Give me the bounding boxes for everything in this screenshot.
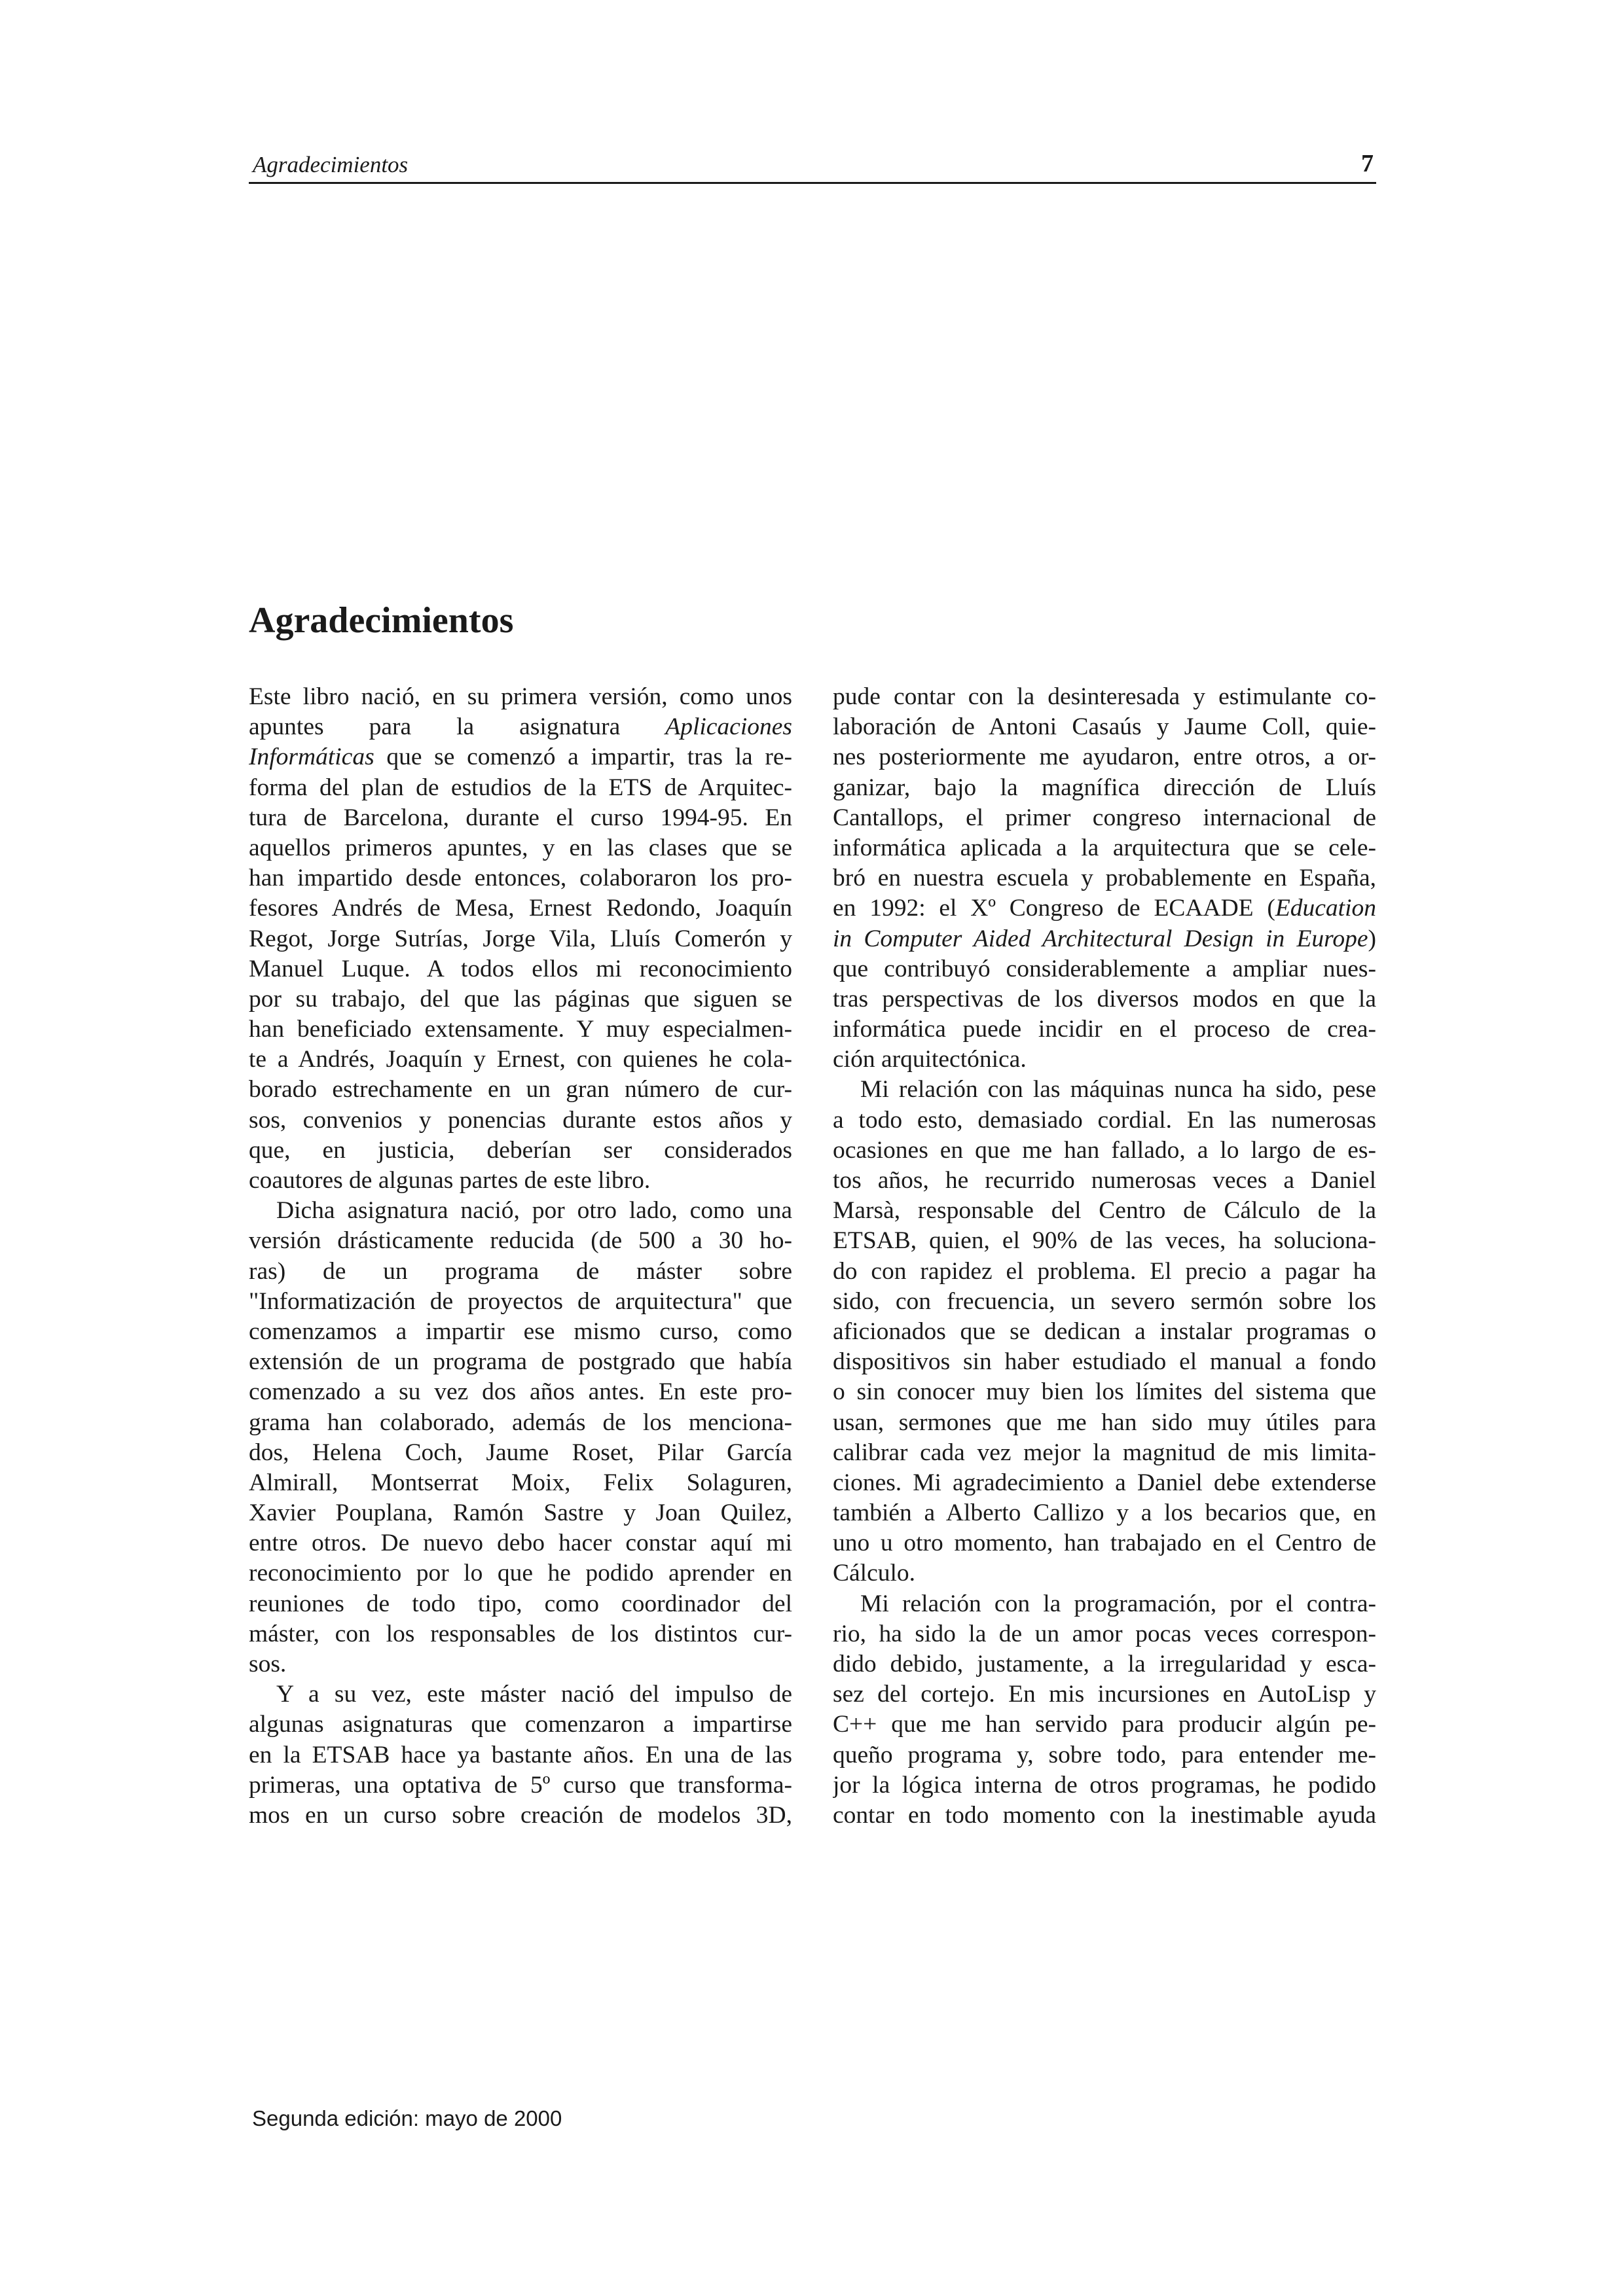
text-line xyxy=(833,1347,1376,1377)
text-line xyxy=(833,1075,1376,1105)
text-line xyxy=(833,742,1376,772)
text-line xyxy=(249,1740,792,1770)
text-line xyxy=(833,924,1376,954)
text-line xyxy=(833,1679,1376,1710)
text-line xyxy=(249,1226,792,1256)
text-line xyxy=(249,833,792,863)
text-line xyxy=(249,1801,792,1831)
text-segment: ocasiones en que me han fallado, a lo largo de es- xyxy=(833,1136,1376,1164)
edition-note: Segunda edición: mayo de 2000 xyxy=(252,2106,562,2130)
text-segment: que contribuyó considerablemente a ampliar nues- xyxy=(833,955,1376,982)
text-segment: dido debido, justamente, a la irregularidad y esca- xyxy=(833,1651,1376,1677)
text-line xyxy=(249,1619,792,1649)
text-line xyxy=(249,742,792,772)
text-segment: Manuel Luque. A todos ellos mi reconocimiento xyxy=(249,955,792,982)
text-line xyxy=(249,1498,792,1528)
text-segment: uno u otro momento, han trabajado en el Centro de xyxy=(833,1530,1376,1557)
text-segment: reconocimiento por lo que he podido aprender en xyxy=(249,1560,792,1587)
text-segment: Regot, Jorge Sutrías, Jorge Vila, Lluís Comerón y xyxy=(249,925,792,952)
text-segment: sez del cortejo. En mis incursiones en AutoLisp y xyxy=(833,1681,1376,1708)
text-segment: laboración de Antoni Casaús y Jaume Coll, quie- xyxy=(833,713,1376,741)
text-segment: entre otros. De nuevo debo hacer constar aquí mi xyxy=(249,1530,792,1557)
text-line xyxy=(833,1136,1376,1166)
text-line xyxy=(833,1196,1376,1226)
text-segment: Marsà, responsable del Centro de Cálculo de la xyxy=(833,1197,1376,1225)
text-line xyxy=(249,682,792,712)
text-segment: C++ que me han servido para producir algún pe- xyxy=(833,1711,1376,1738)
text-segment: máster, con los responsables de los distintos cur- xyxy=(249,1620,792,1647)
text-line xyxy=(249,1679,792,1710)
text-line xyxy=(833,1438,1376,1468)
text-line xyxy=(833,1468,1376,1498)
text-segment: a todo esto, demasiado cordial. En las numerosas xyxy=(833,1106,1376,1134)
text-line xyxy=(249,1408,792,1438)
text-line xyxy=(249,924,792,954)
text-segment: usan, sermones que me han sido muy útiles para xyxy=(833,1408,1376,1436)
text-segment: forma del plan de estudios de la ETS de Arquitec- xyxy=(249,774,792,801)
text-segment: sido, con frecuencia, un severo sermón sobre los xyxy=(833,1287,1376,1315)
text-segment: nes posteriormente me ayudaron, entre otros, a or- xyxy=(833,744,1376,771)
text-segment: en 1992: el Xº Congreso de ECAADE ( xyxy=(833,895,1275,922)
text-line xyxy=(833,893,1376,924)
text-segment: tras perspectivas de los diversos modos en que la xyxy=(833,985,1376,1013)
text-segment: tos años, he recurrido numerosas veces a Daniel xyxy=(833,1167,1376,1194)
text-segment: coautores de algunas partes de este libro. xyxy=(249,1167,651,1194)
text-line xyxy=(249,1317,792,1347)
page-number: 7 xyxy=(1361,150,1374,177)
text-segment: pude contar con la desinteresada y estimulante co- xyxy=(833,683,1376,710)
text-segment: sos. xyxy=(249,1651,287,1677)
text-segment: han beneficiado extensamente. Y muy especialmen- xyxy=(249,1016,792,1043)
text-segment: dos, Helena Coch, Jaume Roset, Pilar García xyxy=(249,1439,792,1466)
text-segment: te a Andrés, Joaquín y Ernest, con quienes he cola- xyxy=(249,1046,792,1073)
text-segment: algunas asignaturas que comenzaron a impartirse xyxy=(249,1711,792,1738)
text-line xyxy=(249,1438,792,1468)
text-line xyxy=(833,1589,1376,1619)
text-segment: ras) de un programa de máster sobre xyxy=(249,1257,792,1285)
italic-text-segment: in Computer Aided Architectural Design in Europe xyxy=(833,925,1368,952)
italic-text-segment: Informáticas xyxy=(249,744,374,771)
text-segment: dispositivos sin haber estudiado el manual a fondo xyxy=(833,1348,1376,1376)
text-segment: do con rapidez el problema. El precio a pagar ha xyxy=(833,1257,1376,1285)
text-line xyxy=(833,1408,1376,1438)
text-line xyxy=(249,1377,792,1407)
text-segment: versión drásticamente reducida (de 500 a 30 ho- xyxy=(249,1227,792,1255)
text-line xyxy=(833,1105,1376,1136)
text-line xyxy=(249,1075,792,1105)
text-line xyxy=(833,1377,1376,1407)
text-segment: primeras, una optativa de 5º curso que transforma- xyxy=(249,1771,792,1799)
text-segment: jor la lógica interna de otros programas, he podido xyxy=(833,1771,1376,1799)
text-segment: ETSAB, quien, el 90% de las veces, ha soluciona- xyxy=(833,1227,1376,1255)
text-line xyxy=(249,1287,792,1317)
text-segment: reuniones de todo tipo, como coordinador del xyxy=(249,1590,792,1617)
text-segment: Mi relación con la programación, por el contra- xyxy=(860,1590,1376,1617)
text-line xyxy=(249,863,792,893)
text-line xyxy=(249,1045,792,1075)
text-segment: aquellos primeros apuntes, y en las clases que se xyxy=(249,834,792,861)
text-segment: o sin conocer muy bien los límites del sistema que xyxy=(833,1378,1376,1406)
right-text-column xyxy=(833,682,1376,1831)
text-line xyxy=(249,1257,792,1287)
text-line xyxy=(833,773,1376,803)
text-segment: calibrar cada vez mejor la magnitud de mis limita- xyxy=(833,1439,1376,1466)
text-segment: Mi relación con las máquinas nunca ha sido, pese xyxy=(860,1076,1376,1103)
text-line xyxy=(833,1317,1376,1347)
text-segment: bró en nuestra escuela y probablemente en España, xyxy=(833,865,1376,892)
text-line xyxy=(833,1257,1376,1287)
text-segment: comenzamos a impartir ese mismo curso, como xyxy=(249,1318,792,1345)
text-line xyxy=(833,712,1376,742)
text-line xyxy=(833,1166,1376,1196)
italic-text-segment: Education xyxy=(1275,895,1376,922)
text-segment: han impartido desde entonces, colaboraron los pro- xyxy=(249,865,792,892)
text-line xyxy=(249,984,792,1014)
text-line xyxy=(833,954,1376,984)
text-segment: extensión de un programa de postgrado que había xyxy=(249,1348,792,1376)
text-segment: sos, convenios y ponencias durante estos años y xyxy=(249,1106,792,1134)
text-line xyxy=(249,893,792,924)
text-line xyxy=(249,1105,792,1136)
text-line xyxy=(249,1770,792,1801)
text-line xyxy=(249,1649,792,1679)
text-line xyxy=(833,1801,1376,1831)
text-segment: apuntes para la asignatura xyxy=(249,713,666,741)
text-line xyxy=(833,682,1376,712)
text-line xyxy=(249,1136,792,1166)
text-segment: Este libro nació, en su primera versión, como unos xyxy=(249,683,792,710)
text-segment: ción arquitectónica. xyxy=(833,1046,1027,1073)
text-line xyxy=(833,1528,1376,1558)
text-line xyxy=(249,954,792,984)
text-segment: Dicha asignatura nació, por otro lado, como una xyxy=(276,1197,792,1225)
text-line xyxy=(249,1589,792,1619)
text-segment: contar en todo momento con la inestimable ayuda xyxy=(833,1801,1376,1829)
text-segment: también a Alberto Callizo y a los becarios que, en xyxy=(833,1499,1376,1527)
chapter-title: Agradecimientos xyxy=(249,600,514,641)
text-line xyxy=(249,803,792,833)
text-segment: ciones. Mi agradecimiento a Daniel debe extenderse xyxy=(833,1469,1376,1496)
text-line xyxy=(833,833,1376,863)
text-segment: aficionados que se dedican a instalar programas o xyxy=(833,1318,1376,1345)
text-line xyxy=(833,1226,1376,1256)
running-header xyxy=(249,149,1376,184)
text-segment: informática puede incidir en el proceso de crea- xyxy=(833,1016,1376,1043)
text-line xyxy=(833,803,1376,833)
text-segment: mos en un curso sobre creación de modelos 3D, xyxy=(249,1801,792,1829)
text-line xyxy=(833,1710,1376,1740)
text-segment: que se comenzó a impartir, tras la re- xyxy=(374,744,792,771)
text-line xyxy=(249,773,792,803)
text-segment: comenzado a su vez dos años antes. En este pro- xyxy=(249,1378,792,1406)
text-segment: por su trabajo, del que las páginas que siguen se xyxy=(249,985,792,1013)
text-line xyxy=(249,1196,792,1226)
text-line xyxy=(833,1498,1376,1528)
text-segment: queño programa y, sobre todo, para entender me- xyxy=(833,1741,1376,1768)
text-line xyxy=(249,712,792,742)
text-segment: borado estrechamente en un gran número de cur- xyxy=(249,1076,792,1103)
text-line xyxy=(249,1166,792,1196)
text-line xyxy=(833,984,1376,1014)
running-title: Agradecimientos xyxy=(253,152,409,177)
text-segment: ganizar, bajo la magnífica dirección de Lluís xyxy=(833,774,1376,801)
text-line xyxy=(833,1649,1376,1679)
text-segment: informática aplicada a la arquitectura que se cele- xyxy=(833,834,1376,861)
text-segment: Xavier Pouplana, Ramón Sastre y Joan Quilez, xyxy=(249,1499,792,1527)
text-segment: Almirall, Montserrat Moix, Felix Solaguren, xyxy=(249,1469,792,1496)
text-line xyxy=(249,1014,792,1045)
text-line xyxy=(833,1770,1376,1801)
text-line xyxy=(833,1558,1376,1588)
text-line xyxy=(833,1287,1376,1317)
text-segment: que, en justicia, deberían ser considerados xyxy=(249,1136,792,1164)
text-line xyxy=(249,1528,792,1558)
text-segment: grama han colaborado, además de los menciona- xyxy=(249,1408,792,1436)
text-segment: Cálculo. xyxy=(833,1560,916,1587)
text-line xyxy=(249,1468,792,1498)
text-line xyxy=(833,863,1376,893)
italic-text-segment: Aplicaciones xyxy=(665,713,792,741)
text-segment: tura de Barcelona, durante el curso 1994-95. En xyxy=(249,804,792,831)
left-text-column xyxy=(249,682,792,1831)
text-segment: "Informatización de proyectos de arquitectura" que xyxy=(249,1287,792,1315)
text-line xyxy=(833,1619,1376,1649)
text-segment: ) xyxy=(1368,925,1376,952)
text-line xyxy=(833,1740,1376,1770)
text-line xyxy=(833,1014,1376,1045)
text-segment: en la ETSAB hace ya bastante años. En una de las xyxy=(249,1741,792,1768)
text-segment: Cantallops, el primer congreso internacional de xyxy=(833,804,1376,831)
text-segment: rio, ha sido la de un amor pocas veces correspon- xyxy=(833,1620,1376,1647)
text-line xyxy=(249,1558,792,1588)
text-segment: Y a su vez, este máster nació del impulso de xyxy=(276,1681,792,1708)
text-segment: fesores Andrés de Mesa, Ernest Redondo, Joaquín xyxy=(249,895,792,922)
text-line xyxy=(249,1710,792,1740)
text-line xyxy=(249,1347,792,1377)
text-line xyxy=(833,1045,1376,1075)
